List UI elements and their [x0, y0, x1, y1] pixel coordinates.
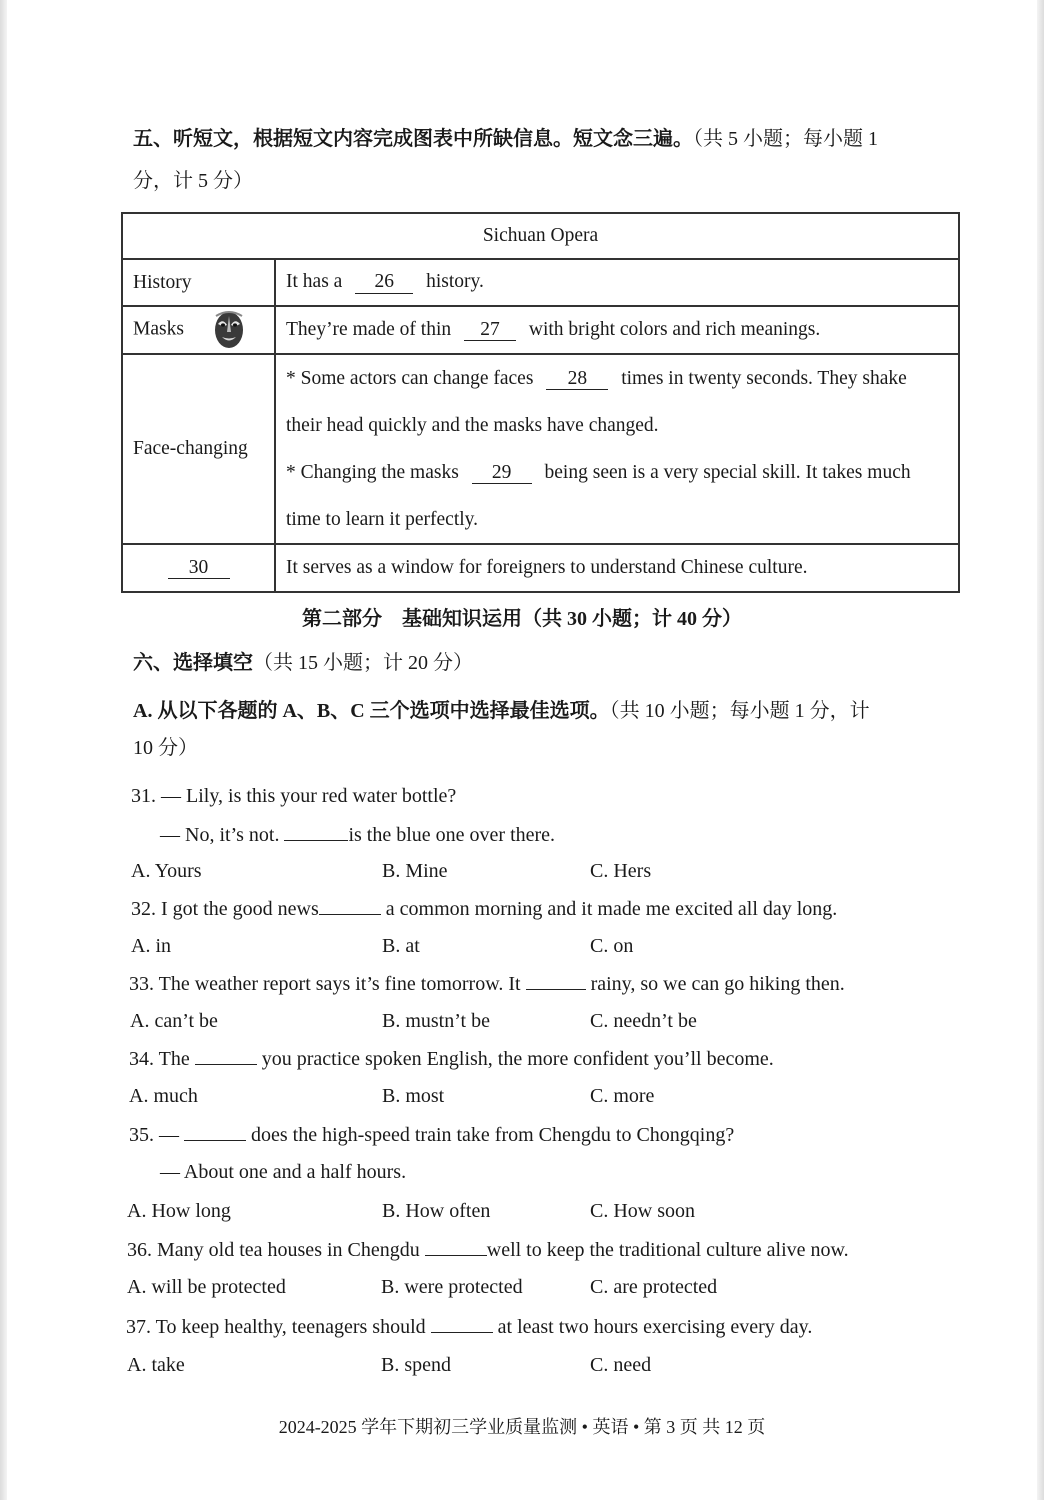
q33-option-b: B. mustn’t be: [382, 1010, 490, 1032]
row-label-history: History: [122, 259, 275, 306]
q32-option-c: C. on: [590, 935, 634, 957]
face-line-1: [286, 355, 948, 402]
row-label-masks: Masks: [133, 318, 184, 340]
q33-blank: [526, 973, 586, 990]
q35-blank: [184, 1124, 246, 1141]
face-l1-pre: * Some actors can change faces: [286, 368, 534, 389]
q31-reply-post: is the blue one over there.: [348, 824, 556, 846]
q31-option-a: A. Yours: [131, 860, 202, 882]
face-l1-post: times in twenty seconds. They shake: [621, 368, 907, 389]
q37-pre: 37. To keep healthy, teenagers should: [126, 1316, 431, 1338]
page-edge-right: [1037, 0, 1044, 1500]
blank-26: 26: [355, 272, 413, 293]
q33-post: rainy, so we can go hiking then.: [585, 973, 845, 995]
sectionA-heading: [133, 701, 870, 721]
q36-option-a: A. will be protected: [127, 1276, 286, 1298]
history-text-post: history.: [426, 271, 484, 293]
q33-stem: [129, 973, 845, 994]
page-edge-left: [0, 0, 7, 1500]
q36-option-b: B. were protected: [381, 1276, 523, 1298]
section6-note: （共 15 小题；计 20 分）: [253, 652, 473, 674]
sectionA-title: A. 从以下各题的 A、B、C 三个选项中选择最佳选项。: [133, 700, 610, 722]
q35-option-c: C. How soon: [590, 1200, 696, 1222]
opera-mask-icon: [213, 310, 245, 350]
history-text-pre: It has a: [286, 271, 343, 293]
sichuan-opera-table: [121, 212, 960, 593]
q34-option-b: B. most: [382, 1085, 445, 1107]
row-30-text: It serves as a window for foreigners to understand Chinese culture.: [275, 544, 959, 592]
q35-stem: [129, 1124, 734, 1145]
face-line-3: [286, 449, 948, 496]
row-label-30-cell: [122, 544, 275, 592]
face-l3-post: being seen is a very special skill. It takes much: [544, 462, 911, 483]
part2-heading: 第二部分 基础知识运用（共 30 小题；计 40 分）: [302, 608, 742, 630]
q37-option-c: C. need: [590, 1354, 652, 1376]
face-line-2: their head quickly and the masks have changed.: [286, 415, 659, 436]
q34-stem: [129, 1048, 774, 1069]
q34-option-c: C. more: [590, 1085, 655, 1107]
q37-post: at least two hours exercising every day.: [492, 1316, 813, 1338]
q34-blank: [195, 1048, 257, 1065]
q35-pre: 35. —: [129, 1124, 184, 1146]
q36-blank: [425, 1239, 487, 1256]
row-history: [275, 259, 959, 306]
section6-heading: [133, 653, 473, 673]
q33-option-c: C. needn’t be: [590, 1010, 697, 1032]
q32-post: a common morning and it made me excited all day long.: [380, 898, 838, 920]
blank-29: 29: [472, 463, 532, 484]
blank-30: 30: [168, 558, 230, 579]
q32-blank: [319, 898, 381, 915]
blank-28: 28: [546, 369, 608, 390]
face-line-4: time to learn it perfectly.: [286, 509, 479, 530]
q32-pre: 32. I got the good news: [131, 898, 319, 920]
q34-pre: 34. The: [129, 1048, 195, 1070]
masks-text-pre: They’re made of thin: [286, 318, 452, 340]
q35-post: does the high-speed train take from Chengdu to Chongqing?: [246, 1124, 735, 1146]
section5-title: 五、听短文，根据短文内容完成图表中所缺信息。短文念三遍。: [133, 128, 693, 150]
q35-option-a: A. How long: [127, 1200, 231, 1222]
section5-note: （共 5 小题；每小题 1: [693, 128, 878, 150]
sectionA-heading-cont: 10 分）: [133, 737, 198, 759]
q34-post: you practice spoken English, the more confident you’ll become.: [256, 1048, 774, 1070]
q31-option-c: C. Hers: [590, 860, 652, 882]
row-label-masks-cell: [122, 306, 275, 354]
q37-option-a: A. take: [127, 1354, 185, 1376]
masks-text-post: with bright colors and rich meanings.: [528, 318, 821, 340]
q32-stem: [131, 898, 837, 919]
q35-reply: — About one and a half hours.: [160, 1161, 407, 1183]
table-title: Sichuan Opera: [122, 213, 959, 259]
q33-pre: 33. The weather report says it’s fine tomorrow. It: [129, 973, 526, 995]
q36-stem: [127, 1239, 849, 1260]
section5-heading: [133, 129, 878, 149]
q31-stem: 31. — Lily, is this your red water bottle?: [131, 785, 457, 807]
row-masks: [275, 306, 959, 354]
page-footer: 2024-2025 学年下期初三学业质量监测 • 英语 • 第 3 页 共 12 页: [278, 1417, 766, 1437]
q33-option-a: A. can’t be: [130, 1010, 218, 1032]
q34-option-a: A. much: [129, 1085, 198, 1107]
row-label-face-changing: Face-changing: [122, 354, 275, 544]
section5-heading-cont: 分，计 5 分）: [133, 170, 253, 192]
sectionA-note: （共 10 小题；每小题 1 分，计: [609, 700, 870, 722]
q35-option-b: B. How often: [382, 1200, 491, 1222]
section6-title: 六、选择填空: [133, 652, 253, 674]
q37-blank: [431, 1316, 493, 1333]
row-face-changing: [275, 354, 959, 544]
q36-pre: 36. Many old tea houses in Chengdu: [127, 1239, 425, 1261]
q32-option-b: B. at: [382, 935, 420, 957]
q37-stem: [126, 1316, 812, 1337]
q31-reply-pre: — No, it’s not.: [160, 824, 285, 846]
blank-27: 27: [464, 320, 516, 341]
q31-reply: [160, 824, 555, 845]
q31-blank: [284, 824, 348, 841]
q36-post: well to keep the traditional culture alive now.: [486, 1239, 849, 1261]
face-l3-pre: * Changing the masks: [286, 462, 459, 483]
q31-option-b: B. Mine: [382, 860, 448, 882]
q32-option-a: A. in: [131, 935, 171, 957]
q36-option-c: C. are protected: [590, 1276, 718, 1298]
q37-option-b: B. spend: [381, 1354, 451, 1376]
